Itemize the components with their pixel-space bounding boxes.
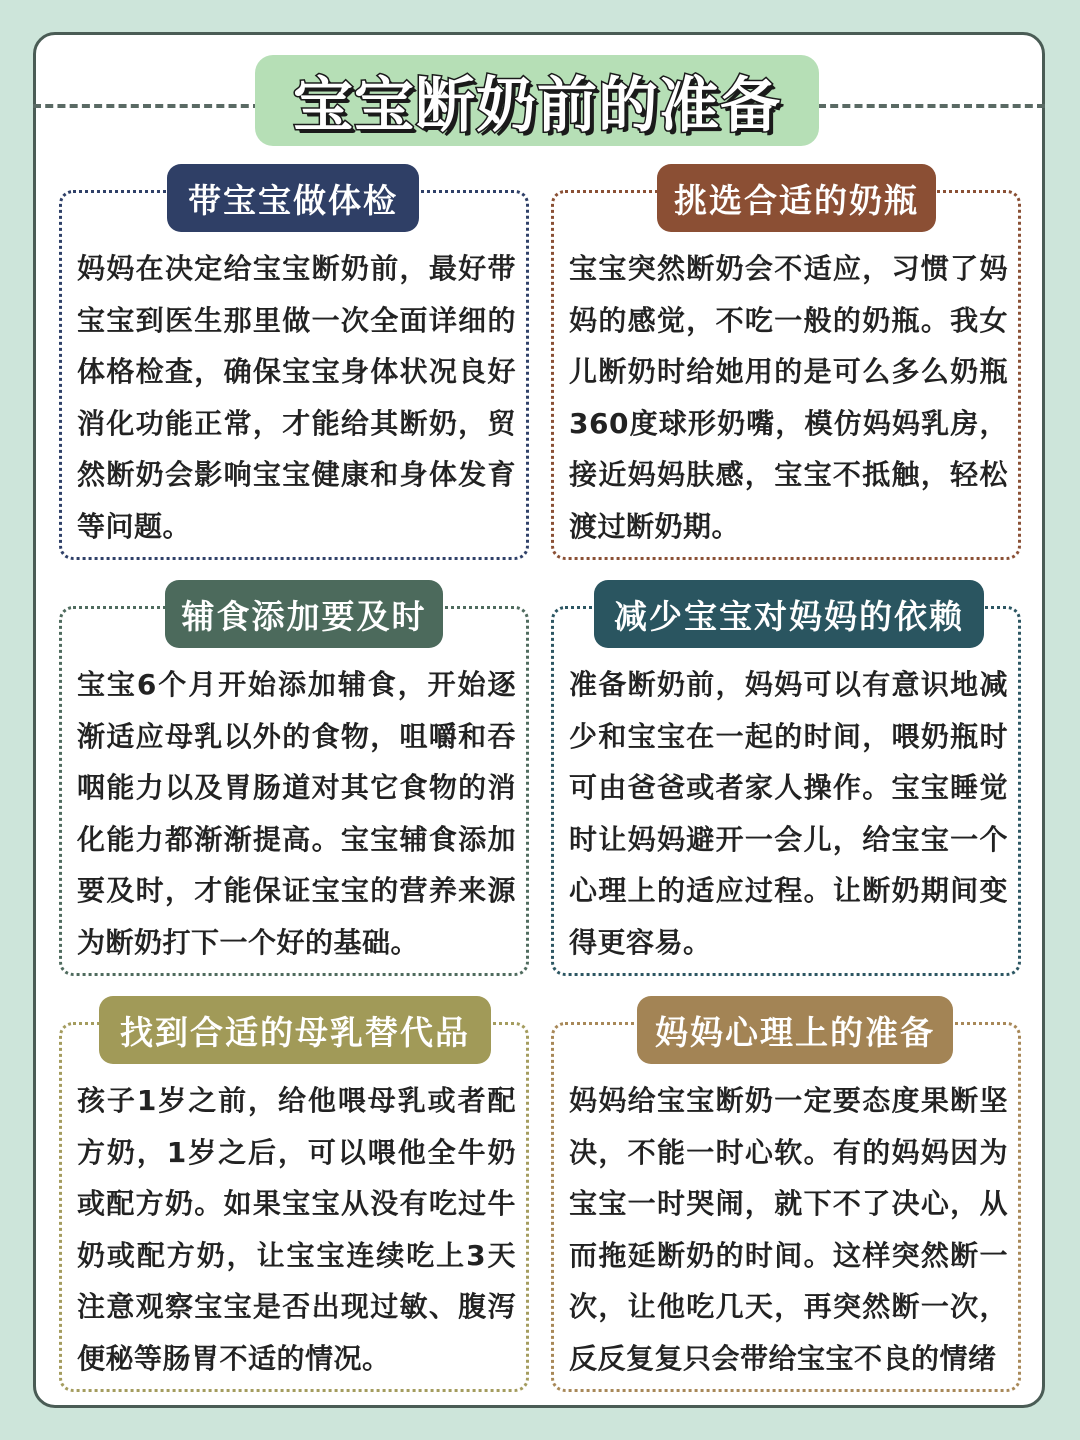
card-health-check [59,190,529,560]
title-divider-left [33,104,261,108]
card-body: 宝宝6个月开始添加辅食，开始逐渐适应母乳以外的食物，咀嚼和吞咽能力以及胃肠道对其它食物的消化能力都渐渐提高。宝宝辅食添加要及时，才能保证宝宝的营养来源为断奶打下一个好的基础。 [77,668,516,959]
card-heading-milk-substitute: 找到合适的母乳替代品 [99,996,491,1064]
card-body: 妈妈给宝宝断奶一定要态度果断坚决，不能一时心软。有的妈妈因为宝宝一时哭闹，就下不了决心，从而拖延断奶的时间。这样突然断一次，让他吃几天，再突然断一次，反反复复只会带给宝宝不良的情绪 [569,1084,1008,1375]
card-body: 宝宝突然断奶会不适应，习惯了妈妈的感觉，不吃一般的奶瓶。我女儿断奶时给她用的是可么多么奶瓶360度球形奶嘴，模仿妈妈乳房，接近妈妈肤感，宝宝不抵触，轻松渡过断奶期。 [569,252,1008,543]
card-heading-health-check: 带宝宝做体检 [167,164,419,232]
card-reduce-dependence [551,606,1021,976]
card-milk-substitute [59,1022,529,1392]
card-heading-mental-preparation: 妈妈心理上的准备 [637,996,953,1064]
card-heading-solid-food: 辅食添加要及时 [165,580,443,648]
card-heading-choose-bottle: 挑选合适的奶瓶 [657,164,936,232]
title-divider-right [818,104,1045,108]
card-mental-preparation [551,1022,1021,1392]
page-title: 宝宝断奶前的准备 [293,70,781,141]
card-body: 孩子1岁之前，给他喂母乳或者配方奶，1岁之后，可以喂他全牛奶或配方奶。如果宝宝从没有吃过牛奶或配方奶，让宝宝连续吃上3天注意观察宝宝是否出现过敏、腹泻便秘等肠胃不适的情况。 [77,1084,516,1375]
card-body: 准备断奶前，妈妈可以有意识地减少和宝宝在一起的时间，喂奶瓶时可由爸爸或者家人操作。宝宝睡觉时让妈妈避开一会儿，给宝宝一个心理上的适应过程。让断奶期间变得更容易。 [569,668,1008,959]
title-banner [255,55,819,146]
card-heading-reduce-dependence: 减少宝宝对妈妈的依赖 [594,580,984,648]
card-body: 妈妈在决定给宝宝断奶前，最好带宝宝到医生那里做一次全面详细的体格检查，确保宝宝身体状况良好消化功能正常，才能给其断奶，贸然断奶会影响宝宝健康和身体发育等问题。 [77,252,516,543]
card-solid-food [59,606,529,976]
card-choose-bottle [551,190,1021,560]
